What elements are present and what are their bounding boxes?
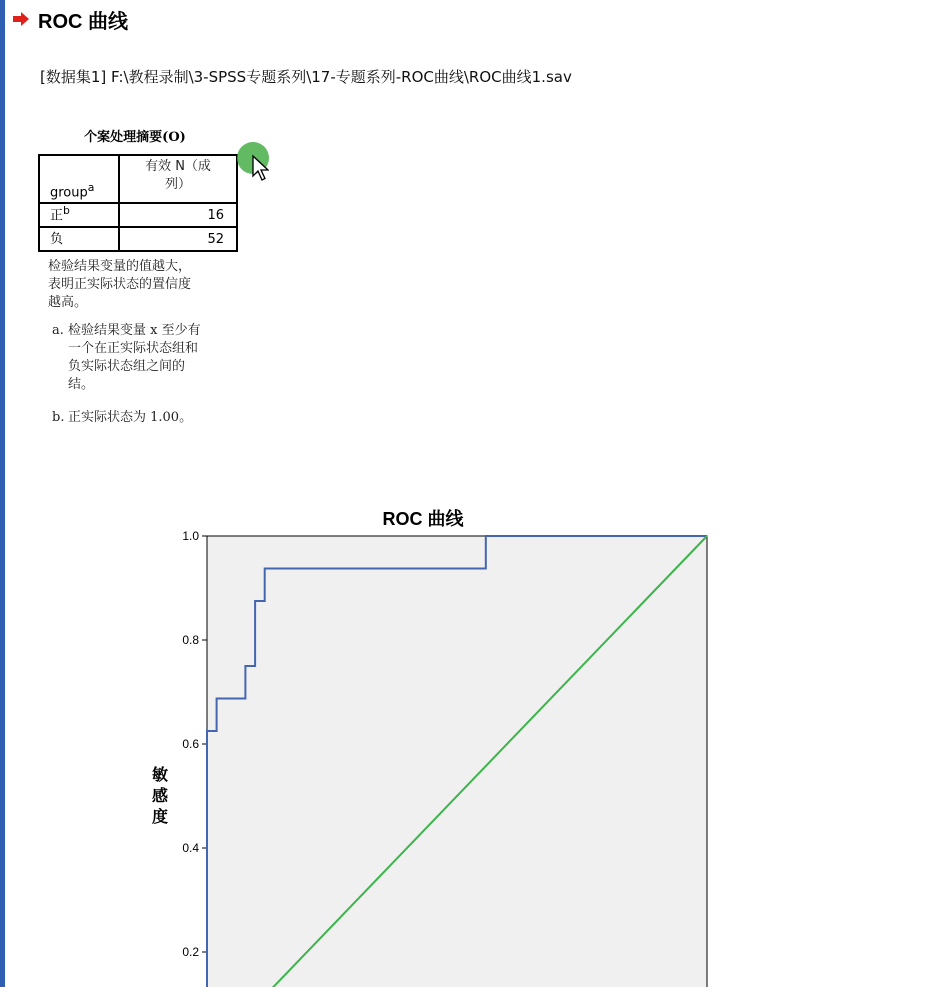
- table-note: 检验结果变量的值越大， 表明正实际状态的置信度 越高。: [48, 259, 192, 310]
- column-header-valid-n: 有效 N（成 列）: [119, 155, 237, 203]
- footnote-b: b. 正实际状态为 1.00。: [52, 410, 193, 425]
- y-axis: [182, 529, 207, 959]
- y-tick-label: 0.6: [182, 737, 199, 751]
- y-tick-label: 0.4: [182, 841, 199, 855]
- row-label-negative: 负: [39, 227, 119, 251]
- row-value-negative: 52: [119, 227, 237, 251]
- y-tick-label: 1.0: [182, 529, 199, 543]
- column-header-group: group$^a$: [39, 155, 119, 203]
- y-tick-label: 0.8: [182, 633, 199, 647]
- y-axis-label: 敏感度: [151, 765, 169, 826]
- y-tick-label: 0.2: [182, 945, 199, 959]
- row-value-positive: 16: [119, 203, 237, 227]
- output-heading-title: ROC 曲线: [38, 10, 128, 33]
- chart-title: ROC 曲线: [382, 509, 464, 529]
- summary-table-title: 个案处理摘要(O): [84, 130, 186, 145]
- footnote-a: a. 检验结果变量 x 至少有 一个在正实际状态组和 负实际状态组之间的 结。: [52, 323, 201, 392]
- row-label-positive: 正$^b$: [39, 203, 119, 227]
- plot-area: [207, 536, 707, 987]
- dataset-path: [数据集1] F:\教程录制\3-SPSS专题系列\17-专题系列-ROC曲线\ROC曲线1.sav: [40, 68, 572, 86]
